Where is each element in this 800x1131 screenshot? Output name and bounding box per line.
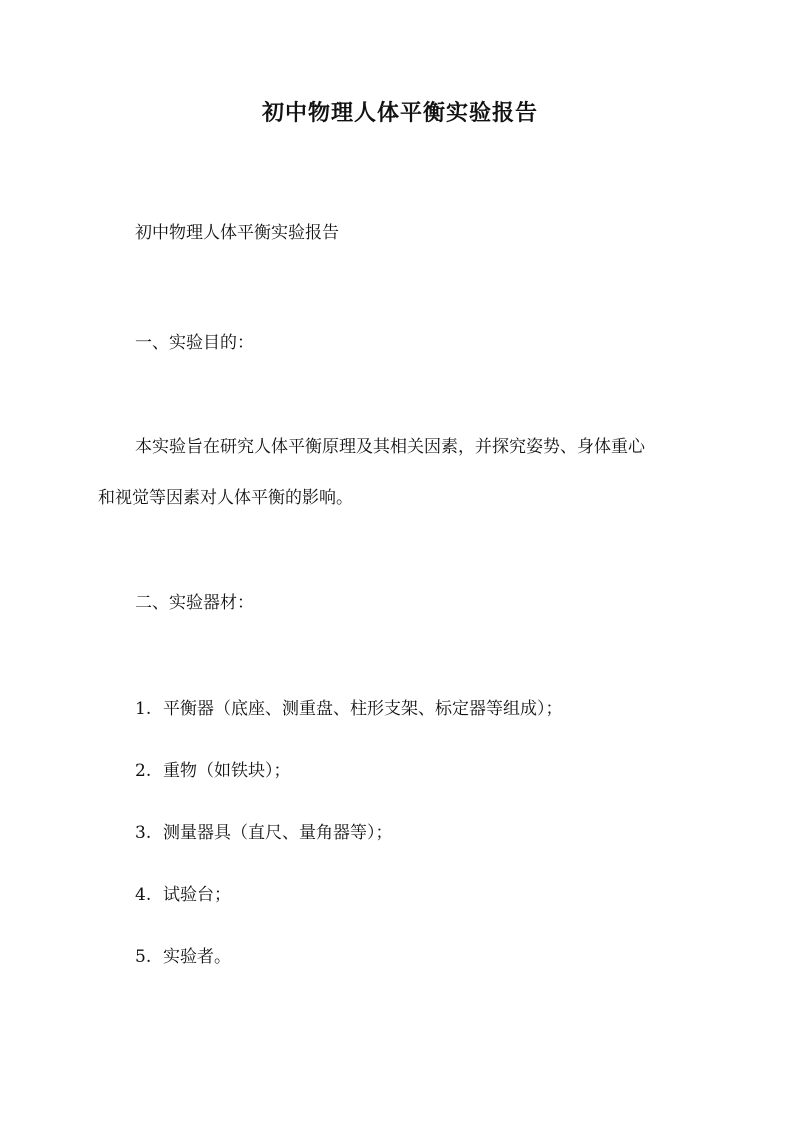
document-subtitle: 初中物理人体平衡实验报告 — [135, 223, 339, 243]
list-item-number: 5. — [135, 947, 152, 967]
list-item — [135, 942, 231, 967]
list-item — [135, 880, 231, 905]
list-item — [135, 756, 291, 781]
list-item-text: 重物（如铁块）； — [163, 761, 291, 781]
document-title: 初中物理人体平衡实验报告 — [261, 100, 538, 126]
list-item-text: 平衡器（底座、测重盘、柱形支架、标定器等组成）； — [163, 699, 563, 719]
section-heading-equipment: 二、实验器材： — [135, 593, 254, 613]
list-item-number: 1. — [135, 699, 152, 719]
list-item-number: 3. — [135, 823, 152, 843]
purpose-paragraph-line-2: 和视觉等因素对人体平衡的影响。 — [98, 488, 353, 508]
list-item-text: 实验者。 — [163, 947, 231, 967]
list-item — [135, 694, 563, 719]
section-heading-purpose: 一、实验目的： — [135, 333, 254, 353]
list-item-text: 试验台； — [163, 885, 231, 905]
list-item — [135, 818, 393, 843]
list-item-number: 2. — [135, 761, 152, 781]
purpose-paragraph-line-1: 本实验旨在研究人体平衡原理及其相关因素，并探究姿势、身体重心 — [135, 437, 645, 457]
list-item-text: 测量器具（直尺、量角器等）； — [163, 823, 393, 843]
list-item-number: 4. — [135, 885, 152, 905]
